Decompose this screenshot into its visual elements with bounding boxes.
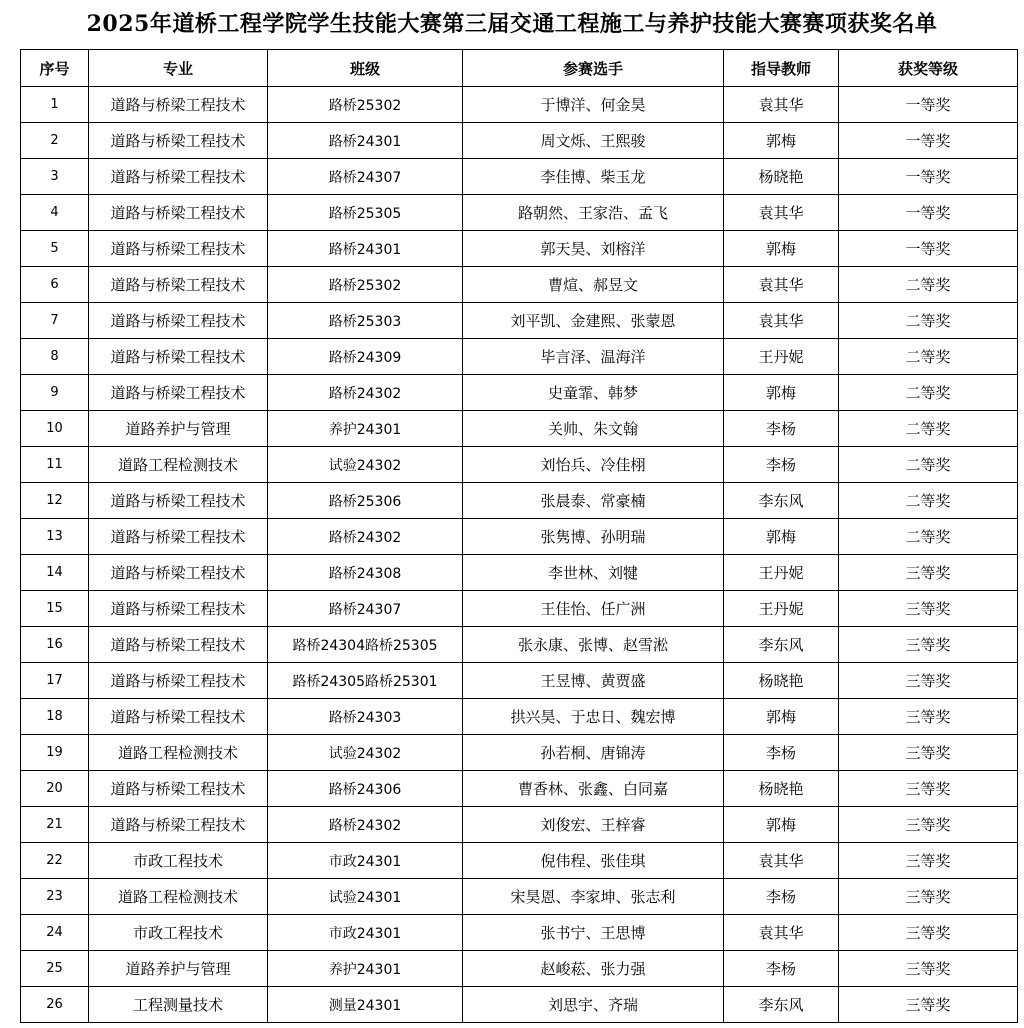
cell-class: 路桥24307 bbox=[268, 591, 463, 627]
table-row bbox=[21, 591, 1018, 627]
cell-award-level: 三等奖 bbox=[839, 843, 1018, 879]
cell-major: 道路养护与管理 bbox=[89, 411, 268, 447]
cell-index: 17 bbox=[21, 663, 89, 699]
cell-participants: 关帅、朱文翰 bbox=[463, 411, 724, 447]
cell-award-level: 一等奖 bbox=[839, 123, 1018, 159]
cell-major: 道路与桥梁工程技术 bbox=[89, 699, 268, 735]
cell-participants: 刘思宇、齐瑞 bbox=[463, 987, 724, 1023]
cell-participants: 张永康、张博、赵雪淞 bbox=[463, 627, 724, 663]
cell-class: 养护24301 bbox=[268, 951, 463, 987]
cell-major: 道路养护与管理 bbox=[89, 951, 268, 987]
cell-index: 19 bbox=[21, 735, 89, 771]
cell-award-level: 三等奖 bbox=[839, 987, 1018, 1023]
cell-participants: 王昱博、黄贾盛 bbox=[463, 663, 724, 699]
cell-advisor: 李杨 bbox=[724, 447, 839, 483]
table-row bbox=[21, 483, 1018, 519]
cell-class: 路桥24307 bbox=[268, 159, 463, 195]
table-row bbox=[21, 879, 1018, 915]
cell-award-level: 三等奖 bbox=[839, 771, 1018, 807]
cell-award-level: 二等奖 bbox=[839, 519, 1018, 555]
cell-advisor: 李杨 bbox=[724, 879, 839, 915]
cell-advisor: 郭梅 bbox=[724, 699, 839, 735]
table-row bbox=[21, 735, 1018, 771]
cell-award-level: 三等奖 bbox=[839, 663, 1018, 699]
cell-participants: 曹香林、张鑫、白同嘉 bbox=[463, 771, 724, 807]
cell-advisor: 郭梅 bbox=[724, 375, 839, 411]
table-row bbox=[21, 411, 1018, 447]
cell-award-level: 二等奖 bbox=[839, 375, 1018, 411]
cell-major: 道路与桥梁工程技术 bbox=[89, 519, 268, 555]
cell-award-level: 二等奖 bbox=[839, 303, 1018, 339]
header-participants: 参赛选手 bbox=[463, 50, 724, 87]
cell-participants: 宋昊恩、李家坤、张志利 bbox=[463, 879, 724, 915]
cell-major: 道路与桥梁工程技术 bbox=[89, 159, 268, 195]
cell-class: 路桥24302 bbox=[268, 375, 463, 411]
cell-participants: 史童霏、韩梦 bbox=[463, 375, 724, 411]
cell-participants: 毕言泽、温海洋 bbox=[463, 339, 724, 375]
table-row bbox=[21, 627, 1018, 663]
document-title: 2025年道桥工程学院学生技能大赛第三届交通工程施工与养护技能大赛赛项获奖名单 bbox=[86, 10, 938, 37]
cell-advisor: 杨晓艳 bbox=[724, 159, 839, 195]
cell-index: 12 bbox=[21, 483, 89, 519]
cell-advisor: 袁其华 bbox=[724, 195, 839, 231]
cell-major: 道路与桥梁工程技术 bbox=[89, 807, 268, 843]
table-row bbox=[21, 771, 1018, 807]
cell-advisor: 杨晓艳 bbox=[724, 771, 839, 807]
cell-class: 路桥25302 bbox=[268, 267, 463, 303]
cell-award-level: 一等奖 bbox=[839, 195, 1018, 231]
cell-award-level: 二等奖 bbox=[839, 483, 1018, 519]
cell-award-level: 二等奖 bbox=[839, 267, 1018, 303]
cell-class: 路桥24308 bbox=[268, 555, 463, 591]
cell-participants: 曹煊、郝昱文 bbox=[463, 267, 724, 303]
cell-participants: 于博洋、何金昊 bbox=[463, 87, 724, 123]
cell-award-level: 一等奖 bbox=[839, 231, 1018, 267]
cell-class: 路桥24305路桥25301 bbox=[268, 663, 463, 699]
cell-class: 路桥24309 bbox=[268, 339, 463, 375]
cell-index: 23 bbox=[21, 879, 89, 915]
cell-index: 14 bbox=[21, 555, 89, 591]
cell-index: 9 bbox=[21, 375, 89, 411]
cell-award-level: 三等奖 bbox=[839, 591, 1018, 627]
table-row bbox=[21, 339, 1018, 375]
cell-index: 8 bbox=[21, 339, 89, 375]
cell-class: 路桥24303 bbox=[268, 699, 463, 735]
cell-award-level: 三等奖 bbox=[839, 735, 1018, 771]
cell-advisor: 李杨 bbox=[724, 411, 839, 447]
cell-index: 10 bbox=[21, 411, 89, 447]
cell-advisor: 杨晓艳 bbox=[724, 663, 839, 699]
cell-participants: 周文烁、王熙骏 bbox=[463, 123, 724, 159]
cell-index: 26 bbox=[21, 987, 89, 1023]
header-class: 班级 bbox=[268, 50, 463, 87]
cell-participants: 赵峻菘、张力强 bbox=[463, 951, 724, 987]
table-row bbox=[21, 987, 1018, 1023]
cell-major: 道路与桥梁工程技术 bbox=[89, 591, 268, 627]
table-row bbox=[21, 303, 1018, 339]
table-row bbox=[21, 159, 1018, 195]
table-row bbox=[21, 519, 1018, 555]
cell-participants: 郭天昊、刘榕洋 bbox=[463, 231, 724, 267]
cell-participants: 刘俊宏、王梓睿 bbox=[463, 807, 724, 843]
cell-advisor: 袁其华 bbox=[724, 843, 839, 879]
cell-award-level: 三等奖 bbox=[839, 627, 1018, 663]
cell-advisor: 郭梅 bbox=[724, 519, 839, 555]
cell-class: 试验24302 bbox=[268, 735, 463, 771]
cell-index: 2 bbox=[21, 123, 89, 159]
cell-advisor: 李杨 bbox=[724, 951, 839, 987]
cell-advisor: 袁其华 bbox=[724, 303, 839, 339]
cell-class: 路桥24306 bbox=[268, 771, 463, 807]
table-row bbox=[21, 87, 1018, 123]
cell-major: 道路与桥梁工程技术 bbox=[89, 231, 268, 267]
cell-class: 路桥24302 bbox=[268, 807, 463, 843]
table-row bbox=[21, 267, 1018, 303]
cell-participants: 李世林、刘犍 bbox=[463, 555, 724, 591]
cell-class: 路桥24301 bbox=[268, 231, 463, 267]
cell-award-level: 三等奖 bbox=[839, 879, 1018, 915]
cell-class: 路桥25306 bbox=[268, 483, 463, 519]
table-row bbox=[21, 807, 1018, 843]
cell-index: 25 bbox=[21, 951, 89, 987]
cell-class: 市政24301 bbox=[268, 915, 463, 951]
cell-major: 道路与桥梁工程技术 bbox=[89, 87, 268, 123]
cell-index: 16 bbox=[21, 627, 89, 663]
cell-award-level: 二等奖 bbox=[839, 447, 1018, 483]
cell-participants: 张晨泰、常豪楠 bbox=[463, 483, 724, 519]
cell-participants: 路朝然、王家浩、孟飞 bbox=[463, 195, 724, 231]
cell-major: 道路工程检测技术 bbox=[89, 735, 268, 771]
cell-class: 路桥24301 bbox=[268, 123, 463, 159]
cell-advisor: 袁其华 bbox=[724, 87, 839, 123]
cell-advisor: 李东风 bbox=[724, 627, 839, 663]
cell-participants: 王佳怡、任广洲 bbox=[463, 591, 724, 627]
cell-advisor: 王丹妮 bbox=[724, 555, 839, 591]
cell-advisor: 袁其华 bbox=[724, 915, 839, 951]
cell-index: 21 bbox=[21, 807, 89, 843]
header-award-level: 获奖等级 bbox=[839, 50, 1018, 87]
cell-major: 市政工程技术 bbox=[89, 915, 268, 951]
cell-award-level: 一等奖 bbox=[839, 159, 1018, 195]
cell-index: 18 bbox=[21, 699, 89, 735]
cell-award-level: 二等奖 bbox=[839, 339, 1018, 375]
cell-major: 道路与桥梁工程技术 bbox=[89, 303, 268, 339]
cell-participants: 张书宁、王思博 bbox=[463, 915, 724, 951]
table-row bbox=[21, 195, 1018, 231]
cell-major: 道路与桥梁工程技术 bbox=[89, 483, 268, 519]
cell-index: 6 bbox=[21, 267, 89, 303]
cell-index: 22 bbox=[21, 843, 89, 879]
cell-class: 试验24302 bbox=[268, 447, 463, 483]
cell-class: 养护24301 bbox=[268, 411, 463, 447]
cell-major: 工程测量技术 bbox=[89, 987, 268, 1023]
cell-index: 24 bbox=[21, 915, 89, 951]
cell-index: 13 bbox=[21, 519, 89, 555]
table-row bbox=[21, 951, 1018, 987]
table-row bbox=[21, 447, 1018, 483]
cell-class: 路桥25302 bbox=[268, 87, 463, 123]
cell-class: 路桥25303 bbox=[268, 303, 463, 339]
table-header-row bbox=[21, 50, 1018, 87]
cell-award-level: 三等奖 bbox=[839, 555, 1018, 591]
cell-index: 5 bbox=[21, 231, 89, 267]
awards-table bbox=[20, 49, 1018, 1023]
cell-major: 道路与桥梁工程技术 bbox=[89, 123, 268, 159]
table-row bbox=[21, 843, 1018, 879]
cell-class: 试验24301 bbox=[268, 879, 463, 915]
cell-participants: 倪伟程、张佳琪 bbox=[463, 843, 724, 879]
cell-participants: 拱兴昊、于忠日、魏宏博 bbox=[463, 699, 724, 735]
cell-advisor: 李杨 bbox=[724, 735, 839, 771]
cell-index: 3 bbox=[21, 159, 89, 195]
cell-major: 道路与桥梁工程技术 bbox=[89, 771, 268, 807]
cell-major: 道路工程检测技术 bbox=[89, 447, 268, 483]
cell-major: 市政工程技术 bbox=[89, 843, 268, 879]
cell-major: 道路与桥梁工程技术 bbox=[89, 267, 268, 303]
header-major: 专业 bbox=[89, 50, 268, 87]
cell-advisor: 袁其华 bbox=[724, 267, 839, 303]
cell-award-level: 三等奖 bbox=[839, 951, 1018, 987]
cell-award-level: 二等奖 bbox=[839, 411, 1018, 447]
cell-major: 道路与桥梁工程技术 bbox=[89, 663, 268, 699]
cell-index: 20 bbox=[21, 771, 89, 807]
cell-major: 道路与桥梁工程技术 bbox=[89, 555, 268, 591]
cell-participants: 刘平凯、金建熙、张蒙恩 bbox=[463, 303, 724, 339]
cell-award-level: 三等奖 bbox=[839, 915, 1018, 951]
cell-index: 15 bbox=[21, 591, 89, 627]
cell-advisor: 郭梅 bbox=[724, 807, 839, 843]
cell-advisor: 王丹妮 bbox=[724, 591, 839, 627]
table-body bbox=[21, 87, 1018, 1023]
cell-major: 道路与桥梁工程技术 bbox=[89, 375, 268, 411]
header-advisor: 指导教师 bbox=[724, 50, 839, 87]
cell-major: 道路与桥梁工程技术 bbox=[89, 627, 268, 663]
cell-index: 7 bbox=[21, 303, 89, 339]
cell-index: 1 bbox=[21, 87, 89, 123]
cell-advisor: 李东风 bbox=[724, 483, 839, 519]
cell-advisor: 郭梅 bbox=[724, 231, 839, 267]
cell-participants: 李佳博、柴玉龙 bbox=[463, 159, 724, 195]
cell-advisor: 李东风 bbox=[724, 987, 839, 1023]
header-index: 序号 bbox=[21, 50, 89, 87]
cell-award-level: 一等奖 bbox=[839, 87, 1018, 123]
cell-advisor: 郭梅 bbox=[724, 123, 839, 159]
cell-major: 道路工程检测技术 bbox=[89, 879, 268, 915]
table-row bbox=[21, 915, 1018, 951]
table-row bbox=[21, 231, 1018, 267]
table-row bbox=[21, 123, 1018, 159]
cell-participants: 张隽博、孙明瑞 bbox=[463, 519, 724, 555]
cell-index: 11 bbox=[21, 447, 89, 483]
table-row bbox=[21, 699, 1018, 735]
cell-award-level: 三等奖 bbox=[839, 807, 1018, 843]
cell-index: 4 bbox=[21, 195, 89, 231]
cell-class: 路桥24302 bbox=[268, 519, 463, 555]
cell-participants: 刘怡兵、冷佳栩 bbox=[463, 447, 724, 483]
table-row bbox=[21, 375, 1018, 411]
cell-participants: 孙若桐、唐锦涛 bbox=[463, 735, 724, 771]
table-row bbox=[21, 663, 1018, 699]
cell-class: 路桥24304路桥25305 bbox=[268, 627, 463, 663]
cell-class: 市政24301 bbox=[268, 843, 463, 879]
cell-class: 路桥25305 bbox=[268, 195, 463, 231]
cell-class: 测量24301 bbox=[268, 987, 463, 1023]
cell-advisor: 王丹妮 bbox=[724, 339, 839, 375]
cell-award-level: 三等奖 bbox=[839, 699, 1018, 735]
table-row bbox=[21, 555, 1018, 591]
cell-major: 道路与桥梁工程技术 bbox=[89, 195, 268, 231]
cell-major: 道路与桥梁工程技术 bbox=[89, 339, 268, 375]
